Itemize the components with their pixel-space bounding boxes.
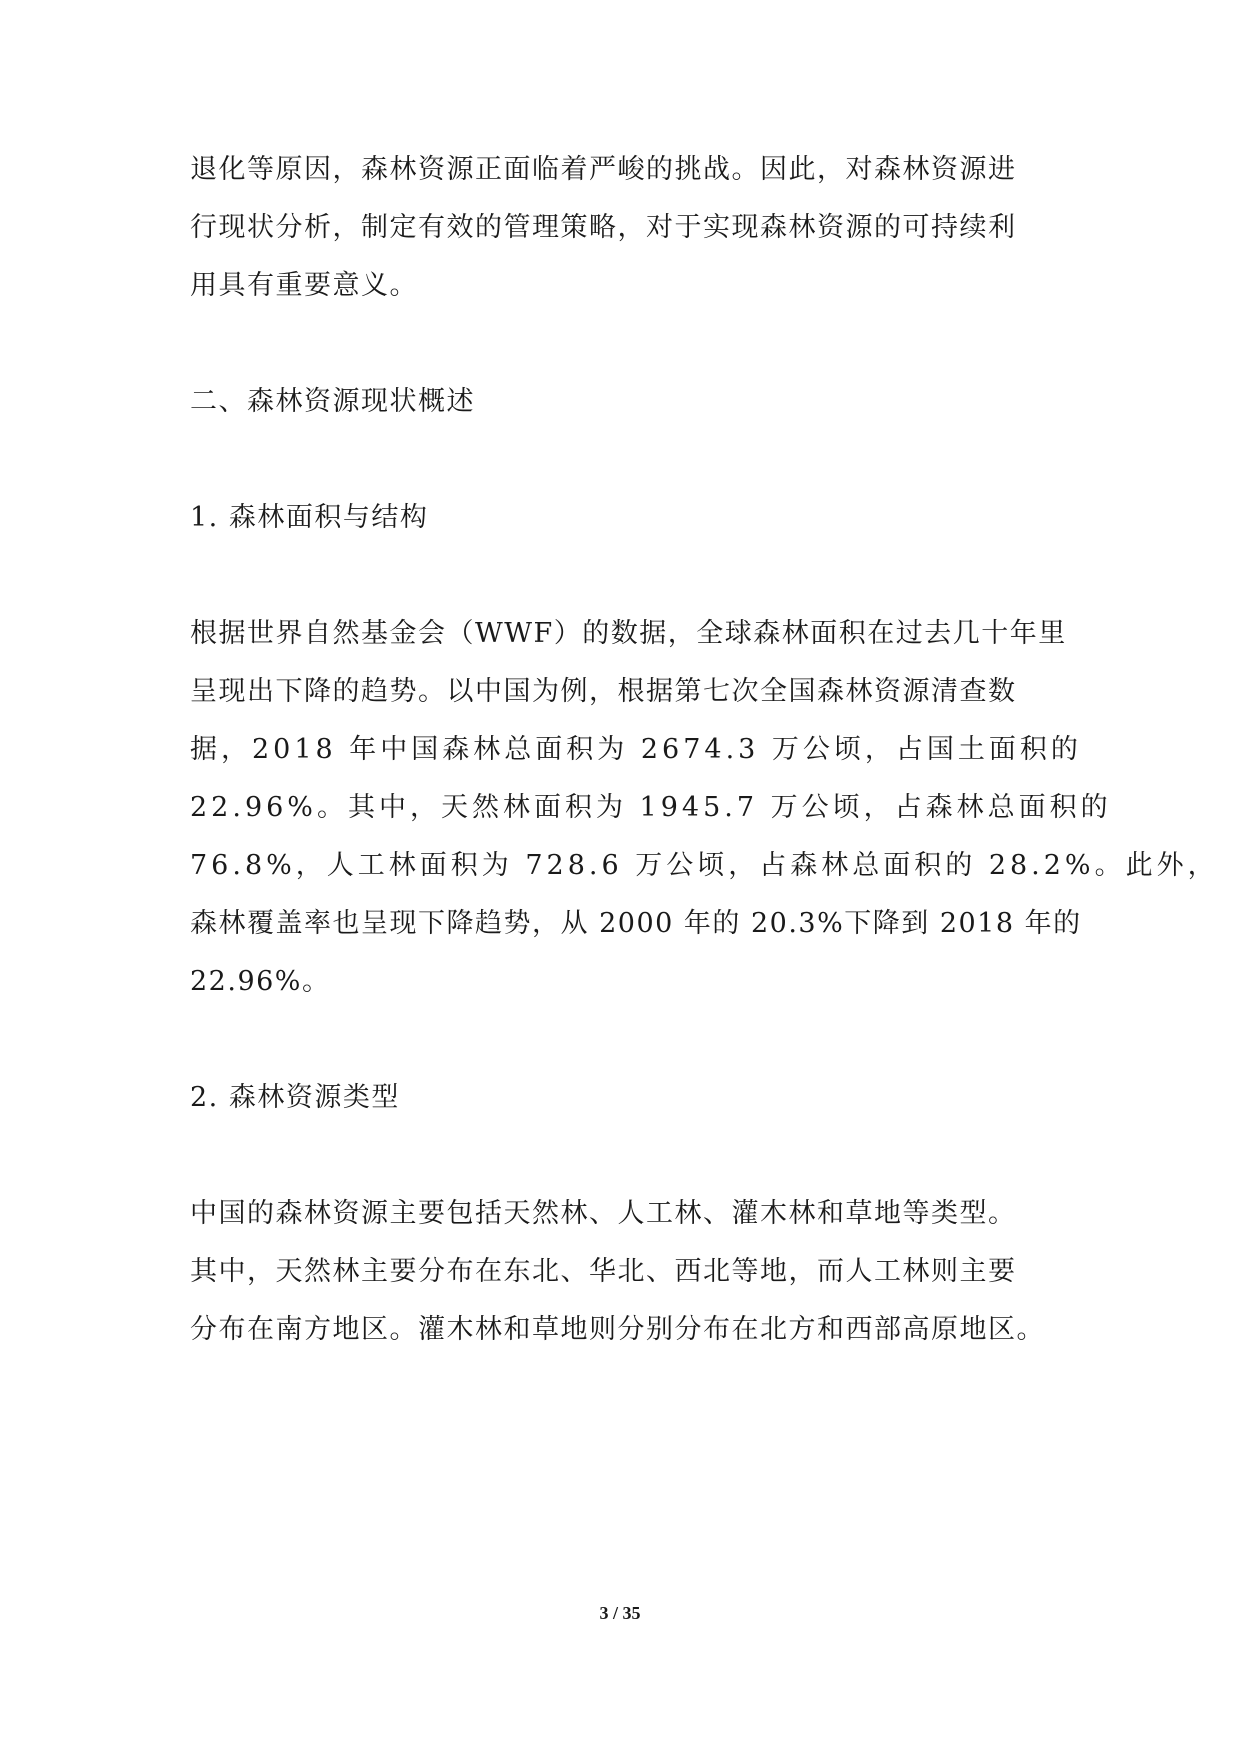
subsection-heading-resource-types: 2. 森林资源类型 bbox=[190, 1082, 400, 1113]
section-heading: 二、森林资源现状概述 bbox=[190, 386, 475, 417]
intro-line: 用具有重要意义。 bbox=[190, 270, 418, 301]
paragraph-line: 根据世界自然基金会（WWF）的数据，全球森林面积在过去几十年里 bbox=[190, 618, 1067, 649]
paragraph-line: 呈现出下降的趋势。以中国为例，根据第七次全国森林资源清查数 bbox=[190, 676, 1017, 707]
paragraph-line: 森林覆盖率也呈现下降趋势，从 2000 年的 20.3%下降到 2018 年的 bbox=[190, 908, 1082, 939]
intro-line: 退化等原因，森林资源正面临着严峻的挑战。因此，对森林资源进 bbox=[190, 154, 1017, 185]
subsection-heading-area-structure: 1. 森林面积与结构 bbox=[190, 502, 429, 533]
paragraph-line: 22.96%。 bbox=[190, 966, 331, 997]
paragraph-line: 76.8%，人工林面积为 728.6 万公顷，占森林总面积的 28.2%。此外， bbox=[190, 850, 1219, 881]
paragraph-line: 分布在南方地区。灌木林和草地则分别分布在北方和西部高原地区。 bbox=[190, 1314, 1045, 1345]
intro-line: 行现状分析，制定有效的管理策略，对于实现森林资源的可持续利 bbox=[190, 212, 1017, 243]
paragraph-line: 据，2018 年中国森林总面积为 2674.3 万公顷，占国土面积的 bbox=[190, 734, 1082, 765]
paragraph-line: 其中，天然林主要分布在东北、华北、西北等地，而人工林则主要 bbox=[190, 1256, 1017, 1287]
page-number: 3 / 35 bbox=[599, 1603, 641, 1623]
paragraph-line: 中国的森林资源主要包括天然林、人工林、灌木林和草地等类型。 bbox=[190, 1198, 1017, 1229]
paragraph-line: 22.96%。其中，天然林面积为 1945.7 万公顷，占森林总面积的 bbox=[190, 792, 1112, 823]
